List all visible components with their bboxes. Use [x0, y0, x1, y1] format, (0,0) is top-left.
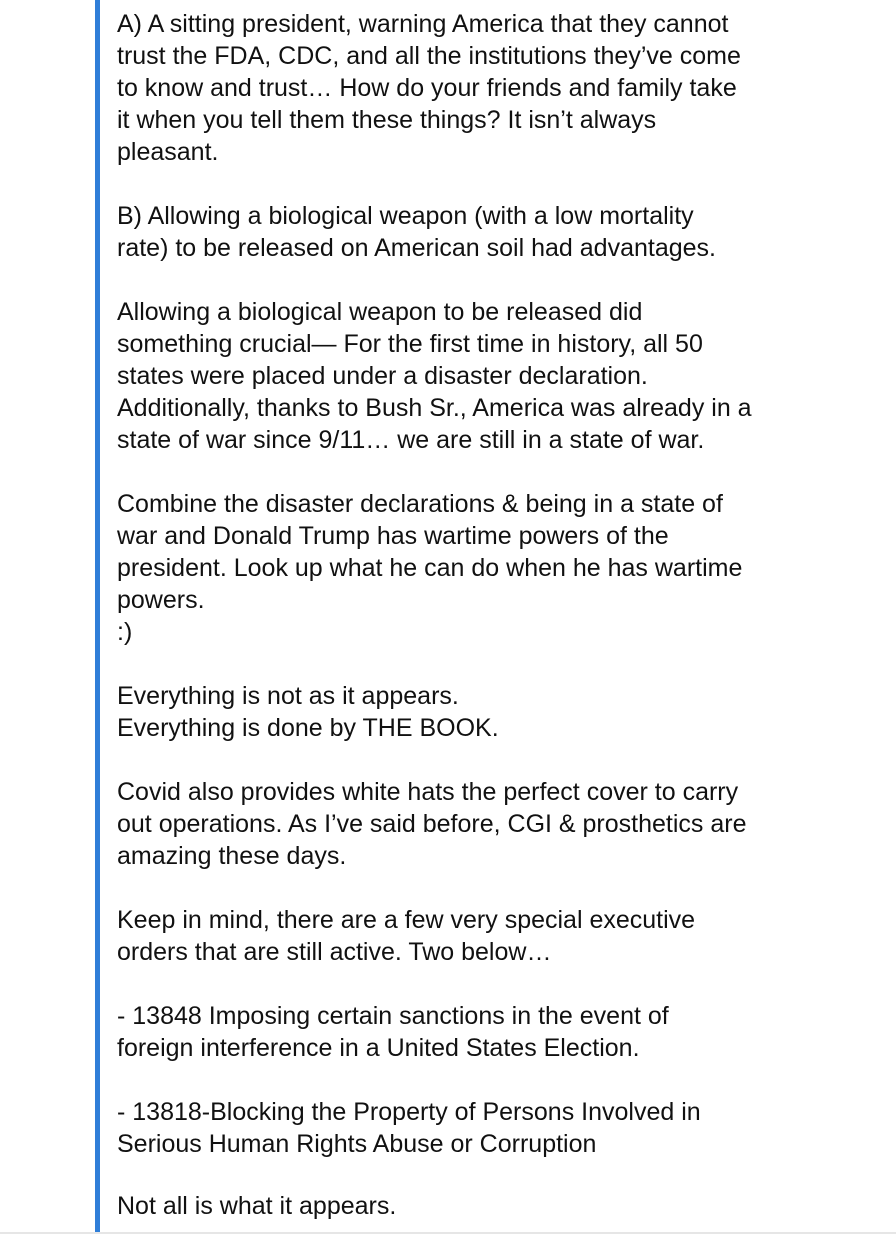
paragraph-wartime-powers: [117, 488, 887, 648]
text-line: - 13818-Blocking the Property of Persons Involved in: [117, 1098, 701, 1126]
text-line: out operations. As I’ve said before, CGI & prosthetics are: [117, 810, 747, 838]
text-line: powers.: [117, 586, 205, 614]
paragraph-executive-orders: [117, 904, 887, 968]
text-line: war and Donald Trump has wartime powers of the: [117, 522, 669, 550]
text-line: trust the FDA, CDC, and all the institutions they’ve come: [117, 42, 741, 70]
text-line: Not all is what it appears.: [117, 1192, 397, 1220]
paragraph-closing: [117, 1190, 887, 1222]
text-line: states were placed under a disaster declaration.: [117, 362, 648, 390]
text-line: something crucial— For the first time in history, all 50: [117, 330, 703, 358]
text-line: Serious Human Rights Abuse or Corruption: [117, 1130, 597, 1158]
paragraph-everything: [117, 680, 887, 744]
text-line: rate) to be released on American soil had advantages.: [117, 234, 716, 262]
text-line: Combine the disaster declarations & being in a state of: [117, 490, 723, 518]
text-line: to know and trust… How do your friends and family take: [117, 74, 737, 102]
text-line: pleasant.: [117, 138, 219, 166]
text-line: orders that are still active. Two below…: [117, 938, 552, 966]
text-line: amazing these days.: [117, 842, 347, 870]
text-line: foreign interference in a United States Election.: [117, 1034, 640, 1062]
text-line: state of war since 9/11… we are still in a state of war.: [117, 426, 705, 454]
text-line: Additionally, thanks to Bush Sr., America was already in a: [117, 394, 752, 422]
text-line: B) Allowing a biological weapon (with a low mortality: [117, 202, 694, 230]
list-item-13848: [117, 1000, 887, 1064]
list-item-13818: [117, 1096, 887, 1160]
quote-accent-bar: [95, 0, 100, 1232]
paragraph-disaster-declaration: [117, 296, 887, 456]
text-line: president. Look up what he can do when he has wartime: [117, 554, 743, 582]
paragraph-a: [117, 8, 887, 168]
quote-text: [117, 8, 887, 1222]
paragraph-b: [117, 200, 887, 264]
text-line: Everything is done by THE BOOK.: [117, 714, 499, 742]
text-line: A) A sitting president, warning America that they cannot: [117, 10, 729, 38]
text-line: Everything is not as it appears.: [117, 682, 459, 710]
text-line: :): [117, 618, 133, 646]
text-line: Keep in mind, there are a few very special executive: [117, 906, 696, 934]
text-line: it when you tell them these things? It isn’t always: [117, 106, 657, 134]
text-line: Covid also provides white hats the perfect cover to carry: [117, 778, 739, 806]
text-line: Allowing a biological weapon to be released did: [117, 298, 643, 326]
paragraph-covid: [117, 776, 887, 872]
text-line: - 13848 Imposing certain sanctions in the event of: [117, 1002, 669, 1030]
